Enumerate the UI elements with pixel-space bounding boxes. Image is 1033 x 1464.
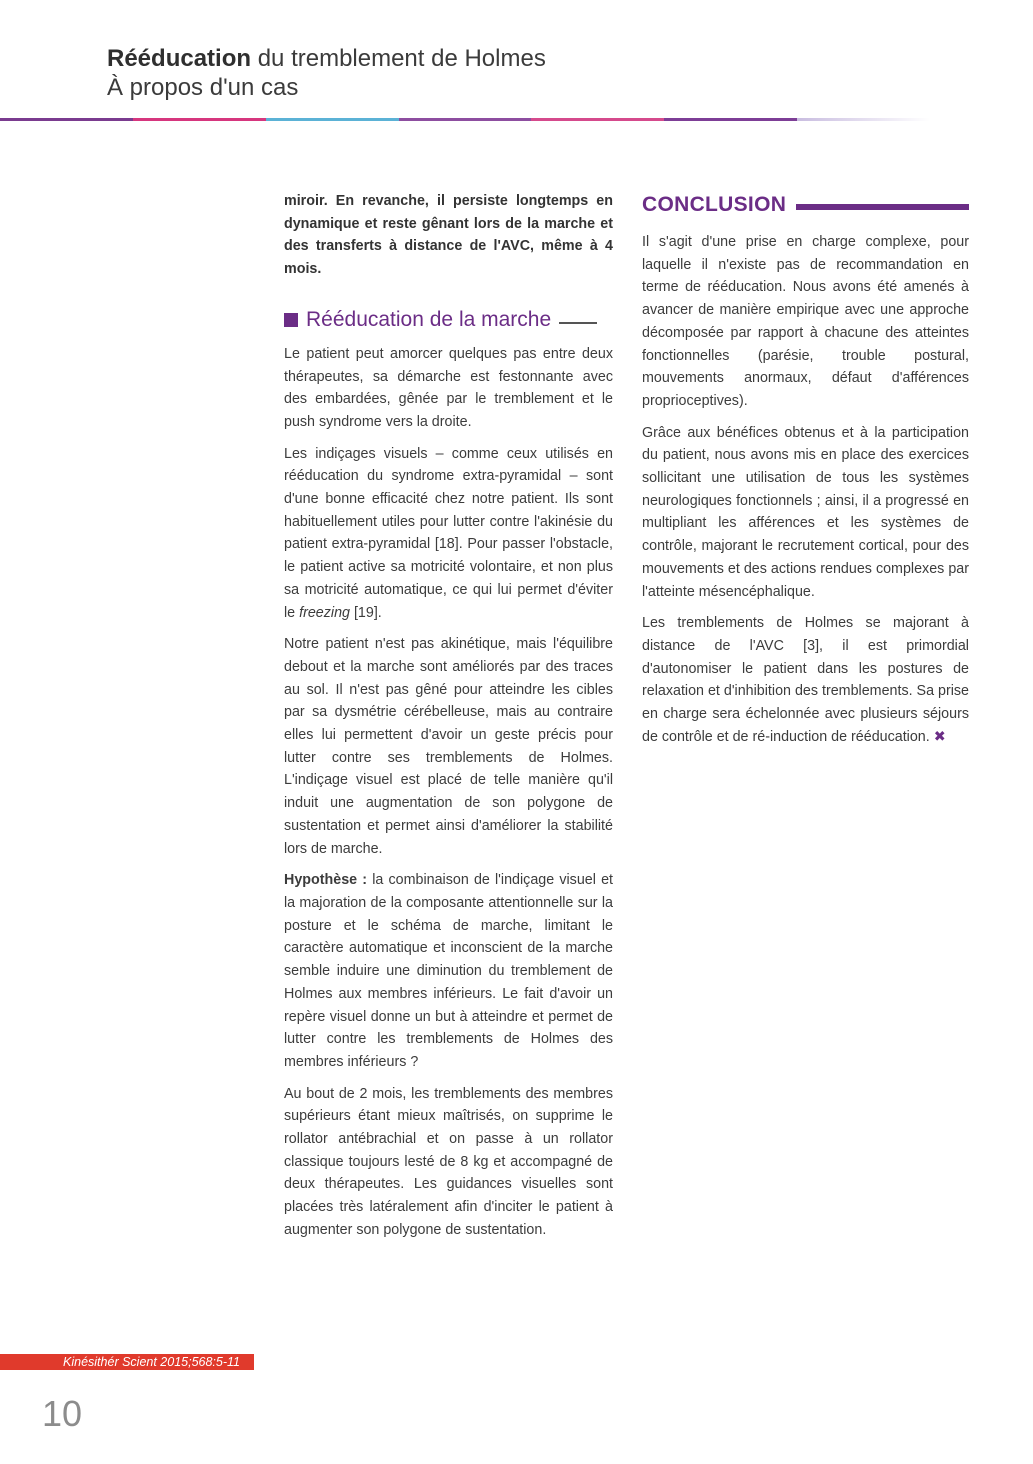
freezing-term: freezing [299,604,350,621]
hypothesis-text: la combinaison de l'indiçage visuel et la majoration de la composante attentionnelle sur la posture et le schéma de marche, limitant le caractère automatique et inconscient de la marche semble induire une diminution du tremblement de Holmes aux membres inférieurs. Le fait d'avoir un repère visuel donne un but à atteindre et permet de lutter contre les tremblements de Holmes des membres inférieurs ? [284,872,613,1070]
header-bar-segment [133,118,266,121]
header-title-rest: du tremblement de Holmes [251,45,546,72]
section-title: Rééducation de la marche [306,307,552,331]
paragraph-2 [284,443,613,625]
hypothesis-label: Hypothèse : [284,872,368,889]
paragraph-1: Le patient peut amorcer quelques pas entre deux thérapeutes, sa démarche est festonnante avec des embardées, gênée par le tremblement et le push syndrome vers la droite. [284,345,613,430]
header-bar-segment [0,118,133,121]
conclusion-paragraph-3-text: Les tremblements de Holmes se majorant à distance de l'AVC [3], il est primordial d'autonomiser le patient dans les postures de relaxation et d'inhibition des tremblements. Sa prise en charge sera échelonnée avec plusieurs séjours de contrôle et de ré-induction de rééducation. [642,615,969,745]
paragraph-4 [284,869,613,1073]
right-column [642,190,969,757]
conclusion-heading [642,190,969,220]
paragraph-2-ref: [19]. [349,604,382,621]
section-square-icon [284,313,298,327]
end-mark-icon: ✖ [933,728,946,745]
paragraph-5: Au bout de 2 mois, les tremblements des membres supérieurs étant mieux maîtrisés, on supprime le rollator antébrachial et on passe à un rollator classique toujours lesté de 8 kg et accompagné de deux thérapeutes. Les guidances visuelles sont placées très latéralement afin d'inciter le patient à augmenter son polygone de sustentation. [284,1085,613,1238]
running-header [107,44,546,102]
journal-citation: Kinésithér Scient 2015;568:5-11 [0,1354,254,1370]
header-subtitle: À propos d'un cas [107,74,299,101]
conclusion-title: CONCLUSION [642,192,787,216]
conclusion-rule [796,204,969,210]
page-number: 10 [42,1393,83,1434]
left-column [284,190,613,1251]
section-rule [559,322,597,324]
lead-paragraph: miroir. En revanche, il persiste longtemps en dynamique et reste gênant lors de la marche et des transferts à distance de l'AVC, même à 4 mois. [284,193,613,278]
header-bar-segment [797,118,930,121]
header-bar-segment [531,118,664,121]
header-color-bar [0,118,930,121]
paragraph-2-text: Les indiçages visuels – comme ceux utilisés en rééducation du syndrome extra-pyramidal – sont d'une bonne efficacité chez notre patient. Ils sont habituellement utiles pour lutter contre l'akinésie du patient extra-pyramidal [18]. Pour passer l'obstacle, le patient active sa motricité volontaire, et non plus sa motricité automatique, ce qui lui permet d'éviter le [284,445,613,621]
header-bar-segment [664,118,797,121]
conclusion-paragraph-1: Il s'agit d'une prise en charge complexe, pour laquelle il n'existe pas de recommandation en terme de rééducation. Nous avons été amenés à avancer de manière empirique avec une approche décomposée par rapport à chacune des atteintes fonctionnelles (parésie, trouble postural, mouvements anormaux, défaut d'afférences proprioceptives). [642,234,969,409]
header-title [107,44,546,73]
conclusion-paragraph-3 [642,612,969,748]
header-bar-segment [266,118,399,121]
header-title-bold: Rééducation [107,45,252,72]
conclusion-paragraph-2: Grâce aux bénéfices obtenus et à la participation du patient, nous avons mis en place des exercices sollicitant une utilisation de tous les systèmes neurologiques fonctionnels ; ainsi, il a progressé en multipliant les afférences et les systèmes de contrôle, majorant le recrutement cortical, pour des mouvements et des actions rendues complexes par l'atteinte mésencéphalique. [642,424,969,600]
paragraph-3: Notre patient n'est pas akinétique, mais l'équilibre debout et la marche sont améliorés par des traces au sol. Il n'est pas gêné pour atteindre les cibles par sa dysmétrie cérébelleuse, mais au contraire elles lui permettent d'avoir un geste précis pour lutter contre ses tremblements de Holmes. L'indiçage visuel est placé de telle manière qu'il induit une augmentation de son polygone de sustentation et permet ainsi d'améliorer la stabilité lors de marche. [284,636,613,857]
header-bar-segment [399,118,532,121]
section-heading [284,307,613,333]
